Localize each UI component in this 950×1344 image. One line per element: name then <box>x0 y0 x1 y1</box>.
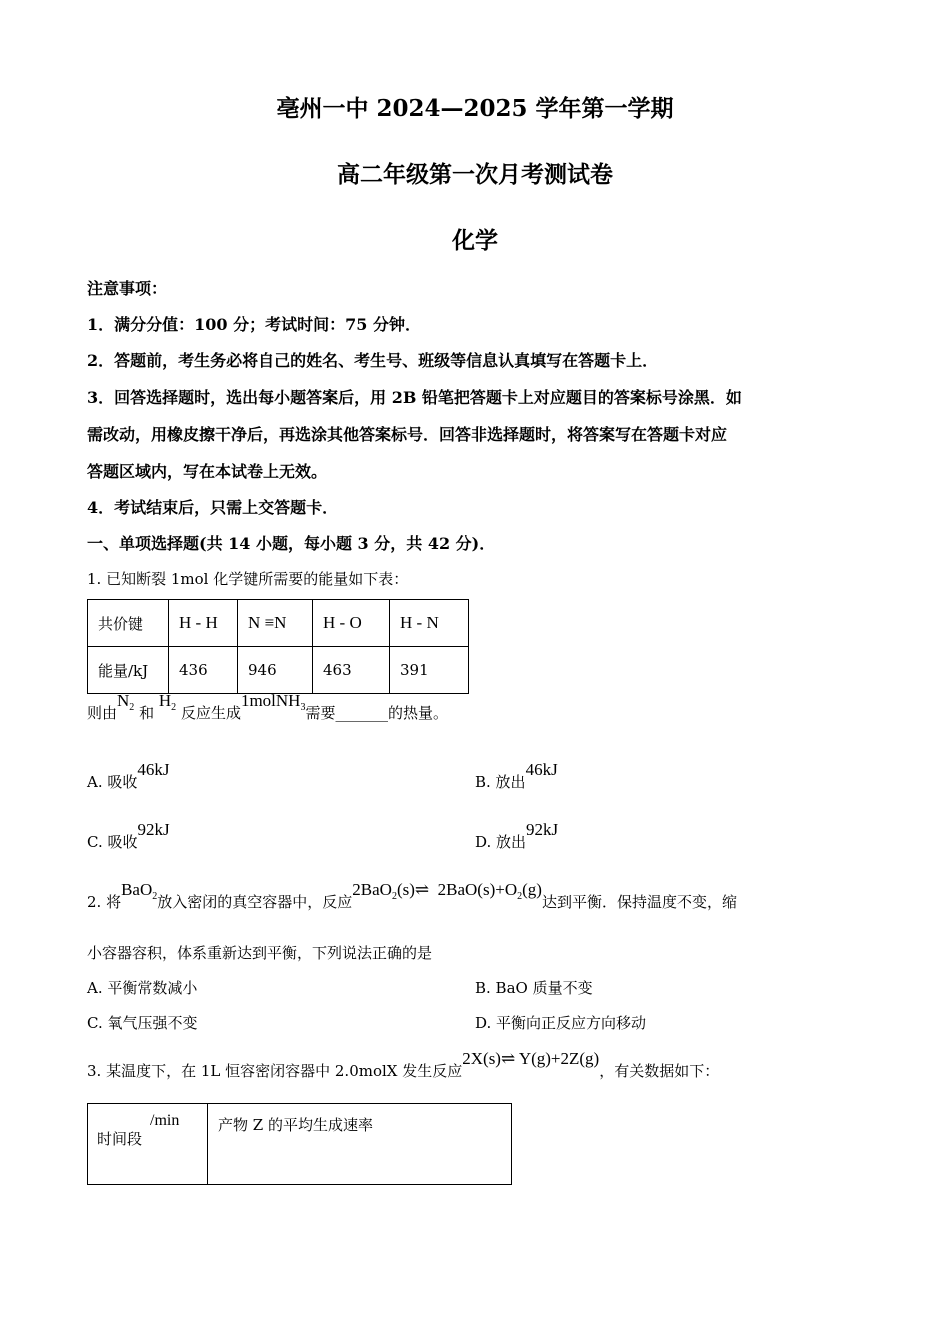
table-cell: 463 <box>313 647 390 694</box>
exam-title-line1: 亳州一中 2024—2025 学年第一学期 <box>276 95 674 122</box>
q2-option-b: B. BaO 质量不变 <box>475 979 593 997</box>
q1-ask <box>87 691 448 723</box>
q2-stem-line1: 2. 将BaO$_2$放入密闭的真空容器中，反应2BaO$_2$(s)⇌ $2BaO(s)+O_2(g)$达到平衡．保持温度不变，缩 <box>87 880 737 911</box>
q1-option-b: B. 放出46kJ <box>475 760 558 791</box>
bond-energy-table <box>87 599 469 694</box>
q2-option-a: A. 平衡常数减小 <box>87 979 198 997</box>
table-cell: H - O <box>313 600 390 647</box>
table-cell: 436 <box>169 647 238 694</box>
q1-ask-suffix: 需要_______的热量。 <box>305 704 448 722</box>
table-row <box>88 647 469 694</box>
table-cell: 共价键 <box>88 600 169 647</box>
q1-stem: 1. 已知断裂 1mol 化学键所需要的能量如下表： <box>87 570 409 588</box>
notice-item-3-line3: 答题区域内，写在本试卷上无效。 <box>87 462 328 481</box>
notice-item-4: 4．考试结束后，只需上交答题卡． <box>87 498 339 517</box>
q2-option-d: D. 平衡向正反应方向移动 <box>475 1014 647 1032</box>
notice-heading: 注意事项： <box>87 279 168 298</box>
exam-title-line2: 高二年级第一次月考测试卷 <box>337 161 613 188</box>
bao2-formula: BaO$_2$ <box>121 880 158 902</box>
table-cell: 946 <box>238 647 313 694</box>
table-cell: H - N <box>390 600 469 647</box>
q1-option-d: D. 放出92kJ <box>475 820 559 851</box>
q2-equation: 2BaO$_2$(s)⇌ $2BaO(s)+O_2(g)$ <box>352 880 542 902</box>
q3-equation: 2X(s)⇌ Y(g)+2Z(g) <box>462 1049 600 1068</box>
table-header-cell <box>88 1104 208 1185</box>
table-row <box>88 1104 512 1185</box>
notice-item-3-line1: 3．回答选择题时，选出每小题答案后，用 2B 铅笔把答题卡上对应题目的答案标号涂黑．如 <box>87 388 742 407</box>
q1-react: 反应生成 <box>180 704 241 722</box>
q1-option-a: A. 吸收46kJ <box>87 760 170 791</box>
q2-stem-line2: 小容器容积，体系重新达到平衡，下列说法正确的是 <box>87 944 433 962</box>
table-cell: H - H <box>169 600 238 647</box>
table-cell: 能量/kJ <box>88 647 169 694</box>
rate-table <box>87 1103 512 1185</box>
q3-stem: 3. 某温度下，在 1L 恒容密闭容器中 2.0molX 发生反应2X(s)⇌ Y(g)+2Z(g)，有关数据如下： <box>87 1049 720 1080</box>
q1-option-c: C. 吸收92kJ <box>87 820 170 851</box>
subject-title: 化学 <box>452 227 498 254</box>
notice-item-3-line2: 需改动，用橡皮擦干净后，再选涂其他答案标号．回答非选择题时，将答案写在答题卡对应 <box>87 425 728 444</box>
table-cell: N ≡N <box>238 600 313 647</box>
table-cell: 391 <box>390 647 469 694</box>
q1-ask-prefix: 则由 <box>87 704 118 722</box>
notice-item-2: 2．答题前，考生务必将自己的姓名、考生号、班级等信息认真填写在答题卡上． <box>87 351 659 370</box>
section-heading: 一、单项选择题(共 14 小题，每小题 3 分，共 42 分)． <box>87 534 496 553</box>
q1-and: 和 <box>139 704 155 722</box>
notice-item-1: 1．满分分值：100 分；考试时间：75 分钟． <box>87 315 421 334</box>
table-header-cell: 产物 Z 的平均生成速率 <box>208 1104 512 1185</box>
time-period-label: 时间段 <box>97 1130 143 1148</box>
time-unit: /min <box>150 1112 180 1129</box>
table-row <box>88 600 469 647</box>
nh3-formula: 1molNH$_3$ <box>240 691 306 713</box>
n2-formula: $N_2$ <box>117 691 135 713</box>
q2-option-c: C. 氧气压强不变 <box>87 1014 198 1032</box>
h2-formula: $H_2$ <box>158 691 177 713</box>
